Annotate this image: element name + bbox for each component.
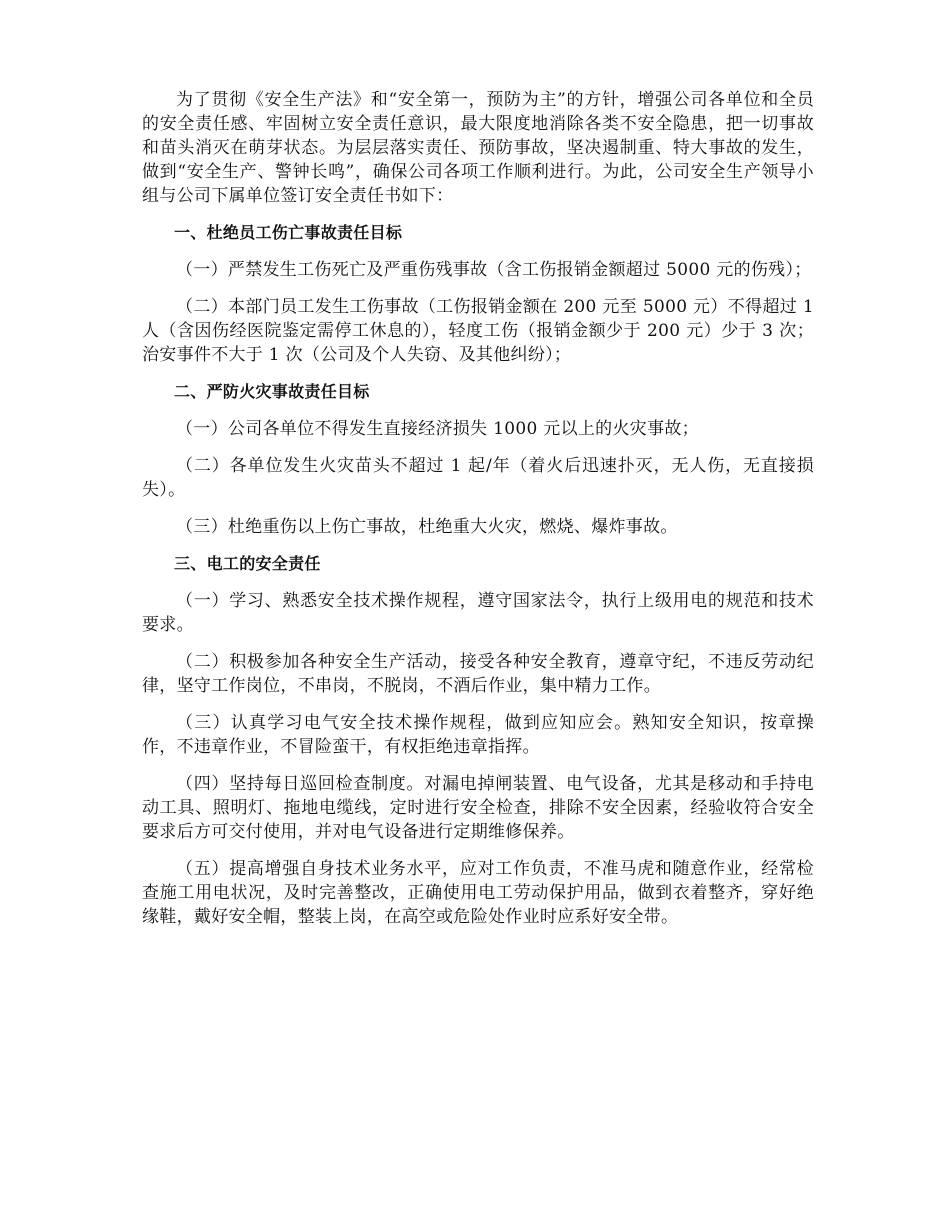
section-3 <box>142 552 814 929</box>
section-item: （四）坚持每日巡回检查制度。对漏电掉闸装置、电气设备，尤其是移动和手持电动工具、照明灯、拖地电缆线，定时进行安全检查，排除不安全因素，经验收符合安全要求后方可交付使用，并对电气设备进行定期维修保养。 <box>142 774 814 842</box>
section-item: （二）本部门员工发生工伤事故（工伤报销金额在 200 元至 5000 元）不得超过 1 人（含因伤经医院鉴定需停工休息的），轻度工伤（报销金额少于 200 元）少于 3 次；治安事件不大于 1 次（公司及个人失窃、及其他纠纷）； <box>142 297 814 365</box>
intro-paragraph: 为了贯彻《安全生产法》和“安全第一，预防为主”的方针，增强公司各单位和全员的安全责任感、牢固树立安全责任意识，最大限度地消除各类不安全隐患，把一切事故和苗头消灭在萌芽状态。为层层落实责任、预防事故，坚决遏制重、特大事故的发生，做到“安全生产、警钟长鸣”，确保公司各项工作顺利进行。为此，公司安全生产领导小组与公司下属单位签订安全责任书如下： <box>142 90 814 206</box>
section-2 <box>142 380 814 539</box>
section-heading: 三、电工的安全责任 <box>174 554 321 573</box>
document-body <box>142 88 814 942</box>
section-item: （一）公司各单位不得发生直接经济损失 1000 元以上的火灾事故； <box>176 419 699 439</box>
section-1 <box>142 221 814 367</box>
section-item: （一）学习、熟悉安全技术操作规程，遵守国家法令，执行上级用电的规范和技术要求。 <box>142 591 814 635</box>
section-item: （二）积极参加各种安全生产活动，接受各种安全教育，遵章守纪，不违反劳动纪律，坚守工作岗位，不串岗，不脱岗，不酒后作业，集中精力工作。 <box>142 652 814 696</box>
section-item: （二）各单位发生火灾苗头不超过 1 起/年（着火后迅速扑灭，无人伤，无直接损失）。 <box>142 456 814 500</box>
section-item: （一）严禁发生工伤死亡及严重伤残事故（含工伤报销金额超过 5000 元的伤残）； <box>176 260 812 280</box>
section-heading: 一、杜绝员工伤亡事故责任目标 <box>174 223 403 242</box>
section-heading: 二、严防火灾事故责任目标 <box>174 382 370 401</box>
section-item: （五）提高增强自身技术业务水平，应对工作负责，不准马虎和随意作业，经常检查施工用电状况，及时完善整改，正确使用电工劳动保护用品，做到衣着整齐，穿好绝缘鞋，戴好安全帽，整装上岗，在高空或危险处作业时应系好安全带。 <box>142 859 814 927</box>
section-item: （三）杜绝重伤以上伤亡事故，杜绝重大火灾，燃烧、爆炸事故。 <box>176 517 678 537</box>
section-item: （三）认真学习电气安全技术操作规程，做到应知应会。熟知安全知识，按章操作，不违章作业，不冒险蛮干，有权拒绝违章指挥。 <box>142 713 814 757</box>
